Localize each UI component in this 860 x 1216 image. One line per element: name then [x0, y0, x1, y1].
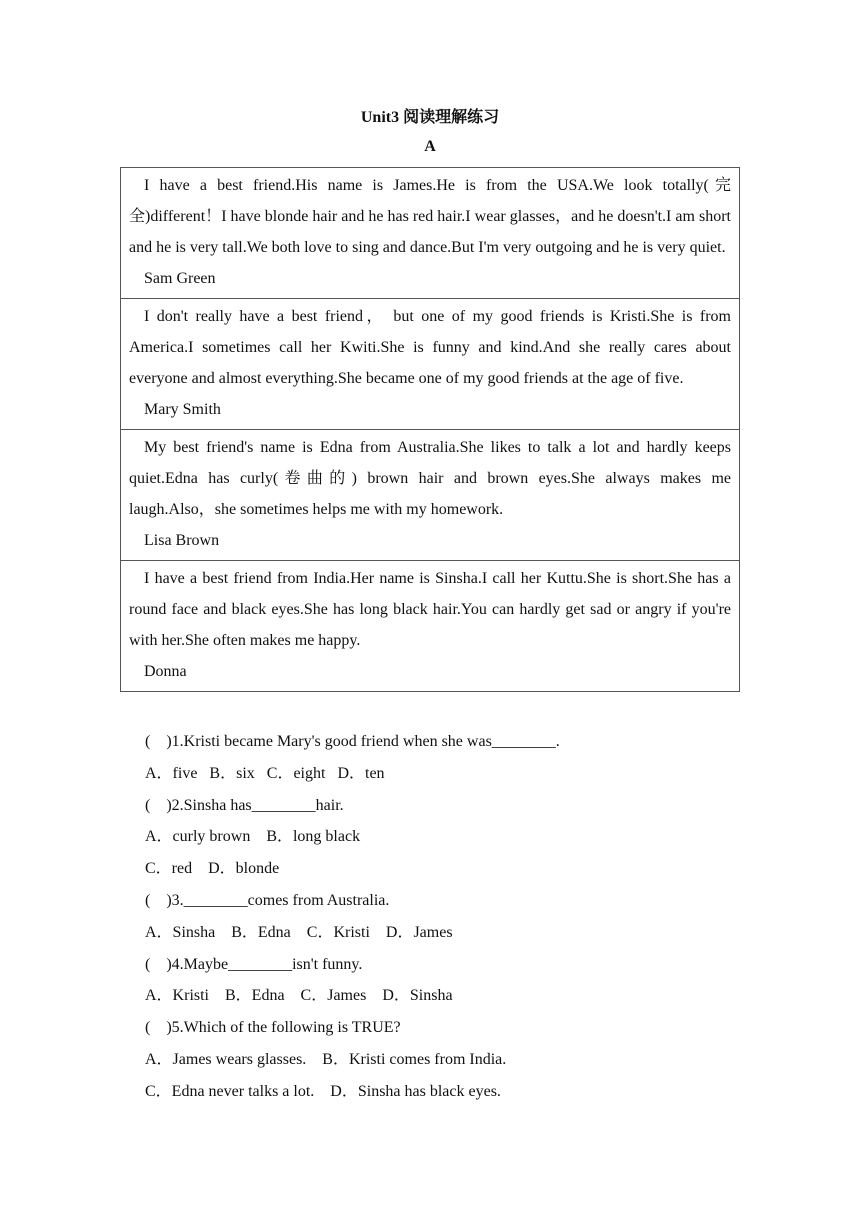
section-label: A: [424, 138, 436, 155]
question-4-options: A．Kristi B．Edna C．James D．Sinsha: [145, 987, 453, 1005]
question-2-options-cd: C．red D．blonde: [145, 860, 280, 878]
passage-author: Lisa Brown: [144, 532, 220, 549]
question-4-stem: ( )4.Maybe________isn't funny.: [145, 955, 363, 973]
question-5-options-ab: A．James wears glasses. B．Kristi comes from India.: [145, 1050, 507, 1068]
document-title: Unit3 阅读理解练习: [360, 109, 500, 126]
question-1-options: A．five B．six C．eight D．ten: [145, 764, 385, 782]
passage-cell-3: [121, 429, 739, 560]
passage-author: Donna: [144, 663, 187, 680]
question-3-options: A．Sinsha B．Edna C．Kristi D．James: [145, 923, 453, 941]
question-2-options-ab: A．curly brown B．long black: [145, 828, 361, 846]
question-5-stem: ( )5.Which of the following is TRUE?: [145, 1019, 401, 1037]
passage-text: My best friend's name is Edna from Australia.She likes to talk a lot and hardly keeps quiet.Edna has curly(卷曲的) brown hair and brown eyes.She always makes me laugh.Also，she sometimes helps me with my homework.: [129, 439, 731, 518]
passage-text: I don't really have a best friend， but one of my good friends is Kristi.She is from America.I sometimes call her Kwiti.She is funny and kind.And she really cares about everyone and almost everything.She became one of my good friends at the age of five.: [129, 308, 731, 387]
question-5-options-cd: C．Edna never talks a lot. D．Sinsha has black eyes.: [145, 1082, 501, 1100]
passage-cell-4: [121, 560, 739, 691]
questions-section: [145, 726, 745, 1108]
question-2-stem: ( )2.Sinsha has________hair.: [145, 796, 344, 814]
passage-author: Sam Green: [144, 270, 216, 287]
passage-text: I have a best friend.His name is James.He is from the USA.We look totally(完全)different！I have blonde hair and he has red hair.I wear glasses，and he doesn't.I am short and he is very tall.We both love to sing and dance.But I'm very outgoing and he is very quiet.: [129, 177, 731, 256]
passage-cell-2: [121, 298, 739, 429]
question-3-stem: ( )3.________comes from Australia.: [145, 891, 390, 909]
passage-text: I have a best friend from India.Her name is Sinsha.I call her Kuttu.She is short.She has a round face and black eyes.She has long black hair.You can hardly get sad or angry if you're with her.She often makes me happy.: [129, 570, 731, 649]
passage-table: [120, 167, 740, 692]
question-1-stem: ( )1.Kristi became Mary's good friend when she was________.: [145, 733, 560, 750]
passage-cell-1: [121, 168, 739, 298]
passage-author: Mary Smith: [144, 401, 221, 418]
